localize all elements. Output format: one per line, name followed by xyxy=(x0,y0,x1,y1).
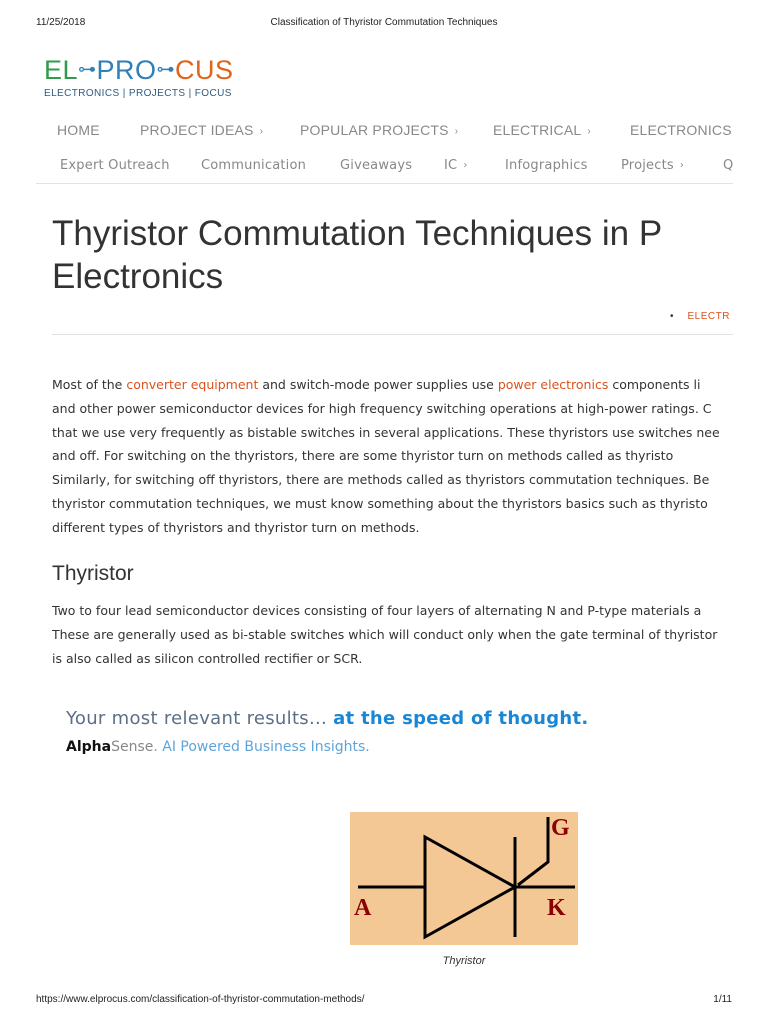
logo-part-el: EL xyxy=(44,55,79,85)
logo-link-icon: ⊶ xyxy=(78,59,97,79)
title-divider xyxy=(52,334,733,335)
link-power-electronics[interactable]: power electronics xyxy=(497,377,609,392)
ad-brand-bold: Alpha xyxy=(66,739,112,755)
nav-item-electronics[interactable]: ELECTRONICS xyxy=(630,122,732,138)
ad-highlight: at the speed of thought. xyxy=(333,708,589,729)
page-title: Thyristor Commutation Techniques in P Electronics xyxy=(52,214,663,296)
chevron-right-icon: › xyxy=(454,126,459,137)
chevron-right-icon: › xyxy=(463,160,468,171)
category-list xyxy=(670,311,730,322)
nav-item-home[interactable]: HOME xyxy=(57,122,100,138)
nav-item-communication[interactable]: Communication xyxy=(201,158,307,173)
print-url: https://www.elprocus.com/classification-of-thyristor-commutation-methods/ xyxy=(36,994,365,1005)
web-page xyxy=(36,40,733,990)
cathode-label: K xyxy=(547,895,566,921)
section-paragraph: Two to four lead semiconductor devices consisting of four layers of alternating N and P-type materials a These are generally used as bi-stable switches which will conduct only when the gate terminal of thyristor is also called as silicon controlled rectifier or SCR. xyxy=(52,603,718,666)
nav-item-projects[interactable]: Projects › xyxy=(621,158,685,173)
intro-paragraph: Most of the converter equipment and switch-mode power supplies use power electronics components li and other power semiconductor devices for high frequency switching operations at high-power ratings. C that we use very frequently as bistable switches in several applications. These thyristors use switches nee and off. For switching on the thyristors, there are some thyristor turn on methods called as thyristo Similarly, for switching off thyristors, there are methods called as thyristors commutation techniques. Be thyristor commutation techniques, we must know something about the thyristors basics such as thyristo different types of thyristors and thyristor turn on methods. xyxy=(52,377,720,535)
gate-label: G xyxy=(551,815,570,841)
advertisement-banner[interactable] xyxy=(66,708,733,778)
figure-caption: Thyristor xyxy=(442,955,486,967)
nav-item-electrical[interactable]: ELECTRICAL › xyxy=(493,122,591,138)
thyristor-figure xyxy=(350,812,578,945)
chevron-right-icon: › xyxy=(259,126,264,137)
logo-tagline: ELECTRONICS | PROJECTS | FOCUS xyxy=(44,88,232,99)
logo-link-icon: ⊶ xyxy=(156,59,176,79)
print-title: Classification of Thyristor Commutation Techniques xyxy=(270,17,498,28)
site-logo[interactable] xyxy=(44,56,234,99)
print-page-number: 1/11 xyxy=(713,994,732,1005)
nav-item-giveaways[interactable]: Giveaways xyxy=(340,158,413,173)
nav-item-expert-outreach[interactable]: Expert Outreach xyxy=(60,158,170,173)
logo-part-cus: CUS xyxy=(175,55,234,85)
chevron-right-icon: › xyxy=(587,126,591,137)
link-converter-equipment[interactable]: converter equipment xyxy=(126,377,259,392)
thyristor-symbol-icon xyxy=(350,812,578,945)
ad-text: Your most relevant results... xyxy=(66,708,334,729)
nav-item-ic[interactable]: IC › xyxy=(444,158,468,173)
list-bullet: • xyxy=(670,311,674,322)
ad-brand-light: Sense xyxy=(111,739,154,755)
nav-item-infographics[interactable]: Infographics xyxy=(505,158,588,173)
nav-item-q[interactable]: Q xyxy=(723,158,733,173)
primary-nav xyxy=(36,120,733,150)
print-header xyxy=(0,17,768,31)
category-link[interactable]: ELECTR xyxy=(687,311,730,322)
anode-label: A xyxy=(354,895,372,921)
section-heading: Thyristor xyxy=(52,562,134,585)
ad-subtext: . AI Powered Business Insights. xyxy=(153,739,370,755)
chevron-right-icon: › xyxy=(679,160,685,171)
nav-divider xyxy=(36,183,733,184)
nav-item-project-ideas[interactable]: PROJECT IDEAS › xyxy=(140,122,264,138)
print-date: 11/25/2018 xyxy=(36,17,86,28)
logo-part-pro: PRO xyxy=(96,55,157,85)
secondary-nav xyxy=(36,158,733,184)
nav-item-popular-projects[interactable]: POPULAR PROJECTS › xyxy=(300,122,459,138)
